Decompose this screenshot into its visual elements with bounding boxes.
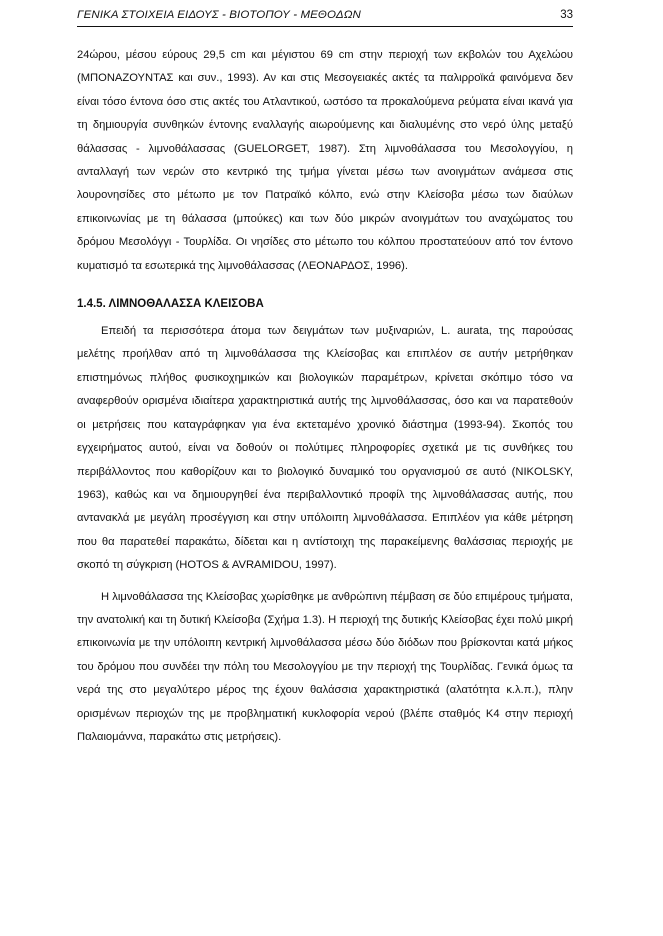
paragraph-3: Η λιμνοθάλασσα της Κλείσοβας χωρίσθηκε με ανθρώπινη πέμβαση σε δύο επιμέρους τμήματα, την ανατολική και τη δυτική Κλείσοβα (Σχήμα 1.3). Η περιοχή της δυτικής Κλείσοβας έχει πολύ μικρή επικοινωνία με την υπόλοιπη κεντρική λιμνοθάλασσα μέσω δύο διόδων που βρίσκονται κατά μήκος του δρόμου που συνδέει την πόλη του Μεσολογγίου με την περιοχή της Τουρλίδας. Γενικά όμως τα νερά της στο μεγαλύτερο μέρος της έχουν θαλάσσια χαρακτηριστικά (αλατότητα κ.λ.π.), πλην ορισμένων περιοχών της με προβληματική κυκλοφορία νερού (βλέπε σταθμός Κ4 στην περιοχή Παλαιομάννα, παρακάτω στις μετρήσεις). (77, 590, 573, 743)
section-heading: 1.4.5. ΛΙΜΝΟΘΑΛΑΣΣΑ ΚΛΕΙΣΟΒΑ (77, 298, 264, 311)
body-text (77, 44, 573, 749)
running-header (77, 6, 573, 27)
page-number: 33 (560, 9, 573, 21)
running-title: ΓΕΝΙΚΑ ΣΤΟΙΧΕΙΑ ΕΙΔΟΥΣ - ΒΙΟΤΟΠΟΥ - ΜΕΘΟΔΩΝ (77, 9, 361, 21)
paragraph-2: Επειδή τα περισσότερα άτομα των δειγμάτων των μυξιναριών, L. aurata, της παρούσας μελέτης προήλθαν από τη λιμνοθάλασσα της Κλείσοβας και επιπλέον σε αυτήν μετρήθηκαν επιστημόνως πλήθος φυσικοχημικών και βιολογικών παραμέτρων, κρίνεται σκόπιμο τόσο να αναφερθούν ορισμένα ιδιαίτερα χαρακτηριστικά αυτής της λιμνοθάλασσας, όσο και να παρατεθούν οι μετρήσεις που καταγράφηκαν για ένα εκτεταμένο χρονικό διάστημα (1993-94). Σκοπός του εγχειρήματος αυτού, είναι να δοθούν οι πολύτιμες πληροφορίες σχετικά με τις συνθήκες του περιβάλλοντος που καθορίζουν και το βιολογικό δυναμικό του οργανισμού σε αυτό (NIKOLSKY, 1963), καθώς και να δημιουργηθεί ένα περιβαλλοντικό προφίλ της λιμνοθάλασσας αυτής, που αντανακλά με μεγάλη προσέγγιση και στην υπόλοιπη λιμνοθάλασσα. Επιπλέον για κάθε μέτρηση που θα παρατεθεί παρακάτω, δίδεται και η αντίστοιχη της παρακείμενης θαλάσσιας περιοχής με σκοπό τη σύγκριση (HOTOS & AVRAMIDOU, 1997). (77, 325, 573, 572)
paragraph-1: 24ώρου, μέσου εύρους 29,5 cm και μέγιστου 69 cm στην περιοχή των εκβολών του Αχελώου (ΜΠΟΝΑΖΟΥΝΤΑΣ και συν., 1993). Αν και στις Μεσογειακές ακτές τα παλιρροϊκά φαινόμενα δεν είναι τόσο έντονα όσο στις ακτές του Ατλαντικού, ωστόσο τα προκαλούμενα ρεύματα είναι ικανά για τη δημιουργία συνθηκών έντονης εναλλαγής αιωρούμενης και διαλυμένης στο νερό ύλης μεταξύ θάλασσας - λιμνοθάλασσας (GUELORGET, 1987). Στη λιμνοθάλασσα του Μεσολογγίου, η ανταλλαγή των νερών στο κεντρικό της τμήμα γίνεται μέσω των ανοιγμάτων ανάμεσα στις λουρονησίδες στο μέτωπο με τον Πατραϊκό κόλπο, ενώ στην Κλείσοβα μέσω των διαύλων επικοινωνίας με τη θάλασσα (μπούκες) και των δύο μικρών ανοιγμάτων του αναχώματος του δρόμου Μεσολόγγι - Τουρλίδα. Οι νησίδες στο μέτωπο του κόλπου προστατεύουν από τον έντονο κυματισμό τα εσωτερικά της λιμνοθάλασσας (ΛΕΟΝΑΡΔΟΣ, 1996). (77, 49, 573, 272)
